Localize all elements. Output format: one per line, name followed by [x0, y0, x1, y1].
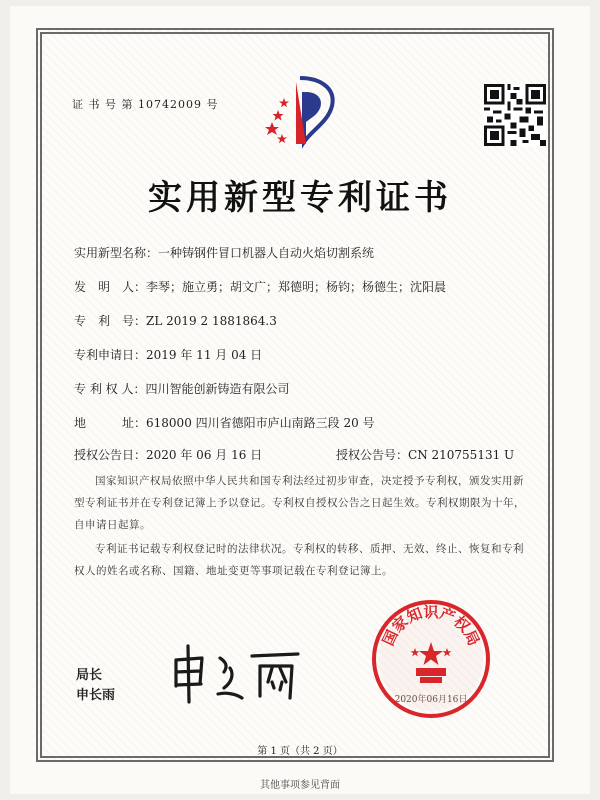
grant-statement: 国家知识产权局依照中华人民共和国专利法经过初步审查，决定授予专利权，颁发实用新型专利证书并在专利登记簿上予以登记。专利权自授权公告之日起生效。专利权期限为十年，自申请日起算。 — [74, 475, 525, 531]
certificate-number: 证 书 号 第 10742009 号 — [72, 98, 219, 111]
signer-name: 申长雨 — [76, 688, 116, 703]
seal-text: 国家知识产权局 — [378, 603, 484, 649]
signer-title: 局长 — [76, 668, 103, 683]
field-value: ZL 2019 2 1881864.3 — [146, 314, 277, 328]
field-label: 授权公告号： — [336, 448, 409, 462]
field-value: 2020 年 06 月 16 日 — [146, 448, 263, 462]
field-label: 发 明 人： — [74, 280, 147, 294]
certificate-title: 实用新型专利证书 — [148, 178, 452, 218]
field-value: 618000 四川省德阳市庐山南路三段 20 号 — [146, 416, 375, 430]
qr-code-icon — [484, 84, 546, 146]
page-number: 第 1 页（共 2 页） — [257, 746, 343, 757]
field-grant-date — [74, 446, 262, 463]
field-application-date — [74, 346, 262, 363]
field-value: 李琴；施立勇；胡文广；郑德明；杨钧；杨德生；沈阳晨 — [146, 280, 447, 294]
handwritten-signature — [168, 638, 308, 708]
field-label: 专 利 权 人： — [74, 382, 146, 396]
legal-status-note: 专利证书记载专利权登记时的法律状况。专利权的转移、质押、无效、终止、恢复和专利权人的姓名或名称、国籍、地址变更等事项记载在专利登记簿上。 — [74, 543, 524, 577]
field-address — [74, 414, 375, 431]
field-label: 实用新型名称： — [74, 246, 159, 260]
field-value: 四川智能创新铸造有限公司 — [145, 382, 290, 396]
field-patent-number — [74, 312, 277, 329]
field-value: 一种铸钢件冒口机器人自动火焰切割系统 — [158, 246, 375, 260]
seal-date: 2020年06月16日 — [394, 695, 468, 705]
field-label: 专 利 号： — [74, 314, 147, 328]
field-patentee — [74, 380, 289, 397]
field-announcement-number — [336, 446, 514, 463]
field-value: CN 210755131 U — [408, 448, 515, 462]
field-label: 授权公告日： — [74, 448, 147, 462]
field-inventors — [74, 278, 446, 295]
field-label: 专利申请日： — [74, 348, 147, 362]
official-seal-icon — [370, 598, 492, 720]
cnipa-logo-icon — [262, 72, 342, 152]
page-footer-note: 其他事项参见背面 — [260, 780, 340, 791]
field-utility-model-name — [74, 244, 374, 261]
field-label: 地 址： — [74, 416, 147, 430]
field-value: 2019 年 11 月 04 日 — [146, 348, 263, 362]
